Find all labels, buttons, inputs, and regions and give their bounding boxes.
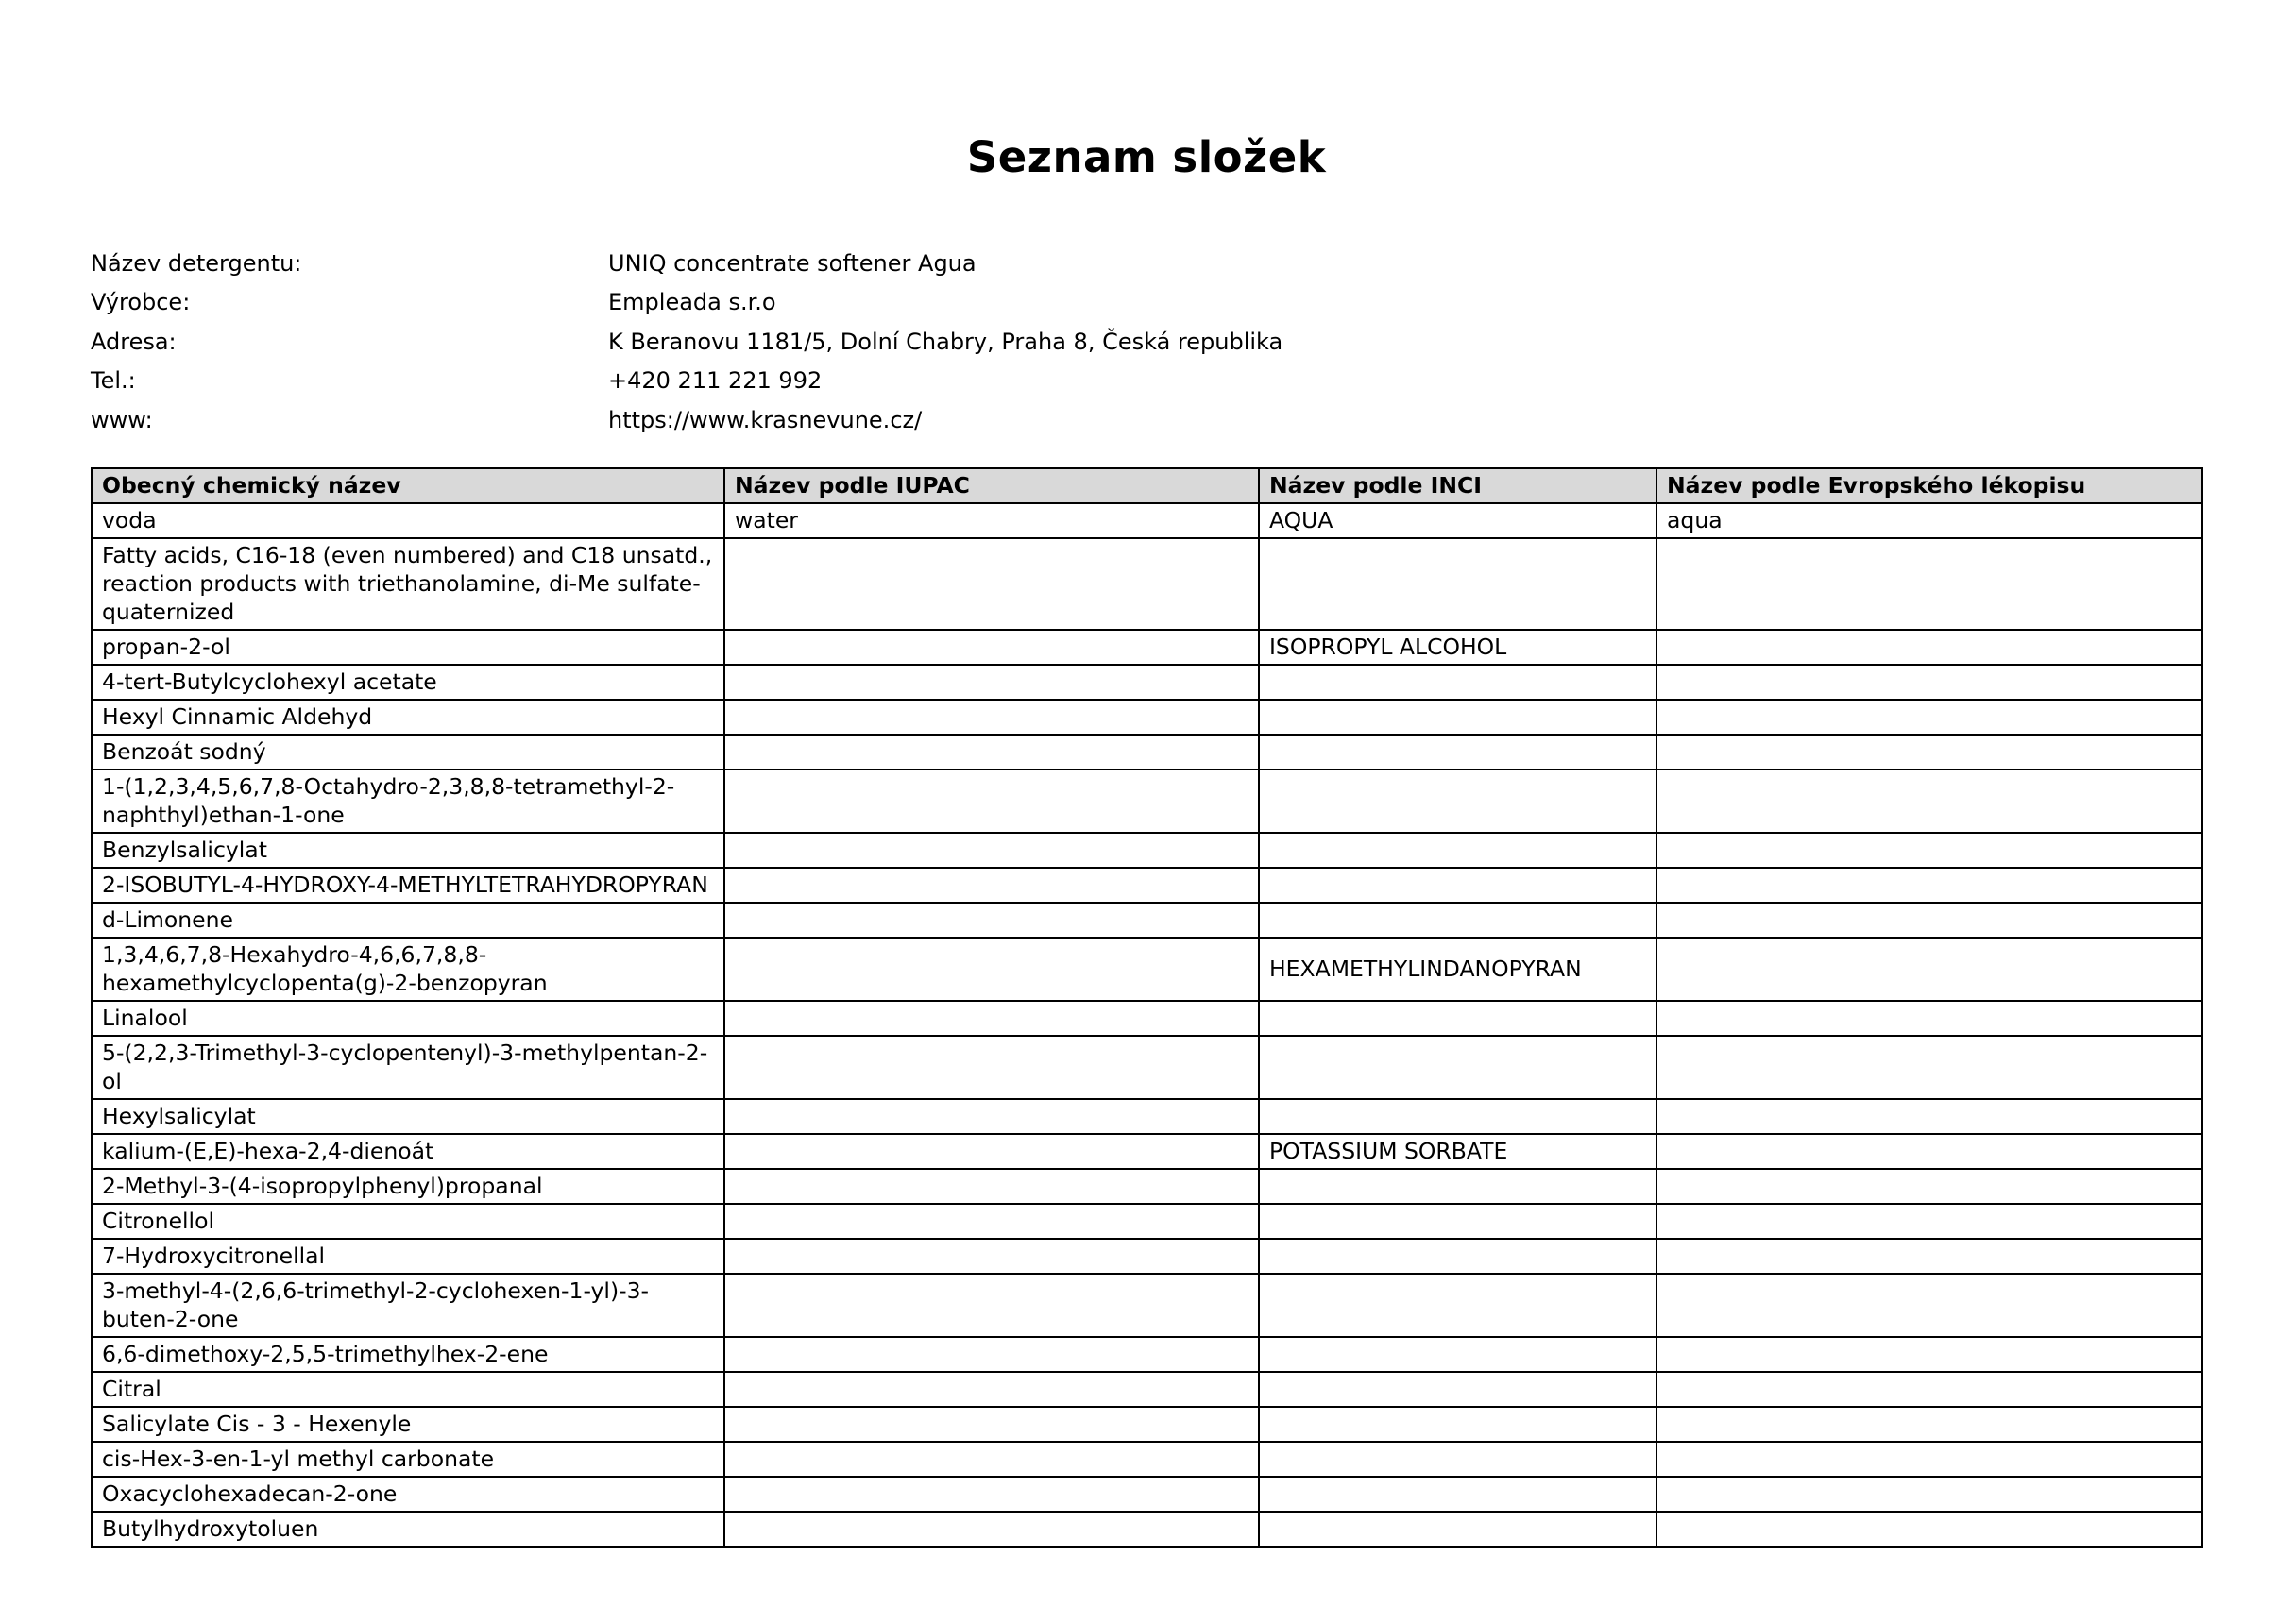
table-row (92, 833, 2202, 868)
table-row (92, 938, 2202, 1001)
cell-iupac-name (724, 1239, 1259, 1274)
cell-common-name: kalium-(E,E)-hexa-2,4-dienoát (92, 1134, 724, 1169)
cell-ph-eur-name (1656, 1337, 2202, 1372)
cell-inci-name (1259, 1372, 1656, 1407)
cell-iupac-name (724, 700, 1259, 735)
cell-common-name: cis-Hex-3-en-1-yl methyl carbonate (92, 1442, 724, 1477)
cell-ph-eur-name (1656, 903, 2202, 938)
cell-inci-name (1259, 868, 1656, 903)
cell-common-name: Linalool (92, 1001, 724, 1036)
info-value: K Beranovu 1181/5, Dolní Chabry, Praha 8, Česká republika (608, 328, 1283, 355)
cell-inci-name: HEXAMETHYLINDANOPYRAN (1259, 938, 1656, 1001)
table-row (92, 1337, 2202, 1372)
table-header-row (92, 468, 2202, 503)
cell-inci-name (1259, 1169, 1656, 1204)
table-row (92, 630, 2202, 665)
cell-common-name: Citronellol (92, 1204, 724, 1239)
header-ph-eur-name: Název podle Evropského lékopisu (1656, 468, 2202, 503)
cell-iupac-name (724, 770, 1259, 833)
info-row-website (91, 400, 1282, 440)
table-row (92, 1239, 2202, 1274)
cell-inci-name (1259, 538, 1656, 630)
cell-ph-eur-name (1656, 1204, 2202, 1239)
table-row (92, 903, 2202, 938)
cell-ph-eur-name (1656, 1407, 2202, 1442)
info-value: Empleada s.r.o (608, 289, 776, 316)
cell-inci-name (1259, 1442, 1656, 1477)
cell-common-name: Hexylsalicylat (92, 1099, 724, 1134)
cell-iupac-name (724, 1274, 1259, 1337)
info-row-phone (91, 362, 1282, 401)
cell-inci-name (1259, 1337, 1656, 1372)
cell-inci-name (1259, 665, 1656, 700)
table-row (92, 1001, 2202, 1036)
table-row (92, 1134, 2202, 1169)
cell-common-name: 6,6-dimethoxy-2,5,5-trimethylhex-2-ene (92, 1337, 724, 1372)
cell-inci-name (1259, 1099, 1656, 1134)
cell-inci-name (1259, 1036, 1656, 1099)
cell-ph-eur-name (1656, 868, 2202, 903)
cell-common-name: voda (92, 503, 724, 538)
cell-inci-name (1259, 1477, 1656, 1512)
ingredients-table (91, 467, 2203, 1548)
cell-iupac-name: water (724, 503, 1259, 538)
product-info (91, 244, 1282, 440)
info-label: Název detergentu: (91, 249, 302, 277)
cell-ph-eur-name (1656, 538, 2202, 630)
cell-iupac-name (724, 903, 1259, 938)
cell-inci-name: POTASSIUM SORBATE (1259, 1134, 1656, 1169)
cell-common-name: Oxacyclohexadecan-2-one (92, 1477, 724, 1512)
cell-inci-name (1259, 1204, 1656, 1239)
info-label: www: (91, 406, 153, 433)
table-row (92, 1407, 2202, 1442)
table-row (92, 665, 2202, 700)
table-row (92, 1099, 2202, 1134)
cell-inci-name (1259, 1001, 1656, 1036)
table-row (92, 503, 2202, 538)
cell-common-name: Benzylsalicylat (92, 833, 724, 868)
cell-common-name: 2-ISOBUTYL-4-HYDROXY-4-METHYLTETRAHYDROPYRAN (92, 868, 724, 903)
table-body (92, 503, 2202, 1547)
cell-ph-eur-name (1656, 1036, 2202, 1099)
cell-common-name: Salicylate Cis - 3 - Hexenyle (92, 1407, 724, 1442)
table-row (92, 1512, 2202, 1547)
cell-common-name: 1-(1,2,3,4,5,6,7,8-Octahydro-2,3,8,8-tetramethyl-2-naphthyl)ethan-1-one (92, 770, 724, 833)
cell-common-name: 7-Hydroxycitronellal (92, 1239, 724, 1274)
table-row (92, 868, 2202, 903)
cell-iupac-name (724, 1372, 1259, 1407)
cell-iupac-name (724, 1477, 1259, 1512)
cell-common-name: Citral (92, 1372, 724, 1407)
cell-common-name: 4-tert-Butylcyclohexyl acetate (92, 665, 724, 700)
cell-ph-eur-name (1656, 770, 2202, 833)
table-row (92, 1204, 2202, 1239)
table-row (92, 538, 2202, 630)
cell-iupac-name (724, 1512, 1259, 1547)
cell-common-name: 5-(2,2,3-Trimethyl-3-cyclopentenyl)-3-methylpentan-2-ol (92, 1036, 724, 1099)
cell-iupac-name (724, 1337, 1259, 1372)
cell-iupac-name (724, 938, 1259, 1001)
cell-iupac-name (724, 538, 1259, 630)
info-label: Adresa: (91, 328, 177, 355)
cell-ph-eur-name (1656, 1477, 2202, 1512)
cell-ph-eur-name (1656, 1512, 2202, 1547)
cell-common-name: propan-2-ol (92, 630, 724, 665)
header-common-name: Obecný chemický název (92, 468, 724, 503)
cell-inci-name (1259, 903, 1656, 938)
cell-iupac-name (724, 1442, 1259, 1477)
table-row (92, 770, 2202, 833)
cell-iupac-name (724, 1169, 1259, 1204)
cell-inci-name (1259, 1407, 1656, 1442)
cell-ph-eur-name (1656, 1099, 2202, 1134)
cell-ph-eur-name (1656, 700, 2202, 735)
info-row-manufacturer (91, 283, 1282, 323)
cell-common-name: 2-Methyl-3-(4-isopropylphenyl)propanal (92, 1169, 724, 1204)
cell-common-name: Fatty acids, C16-18 (even numbered) and C18 unsatd., reaction products with triethanolamine, di-Me sulfate-quaternized (92, 538, 724, 630)
cell-inci-name (1259, 833, 1656, 868)
info-value: https://www.krasnevune.cz/ (608, 406, 923, 433)
cell-ph-eur-name (1656, 735, 2202, 770)
cell-iupac-name (724, 1001, 1259, 1036)
cell-inci-name: ISOPROPYL ALCOHOL (1259, 630, 1656, 665)
table-row (92, 1477, 2202, 1512)
header-inci-name: Název podle INCI (1259, 468, 1656, 503)
cell-iupac-name (724, 1134, 1259, 1169)
info-value: +420 211 221 992 (608, 367, 823, 395)
cell-ph-eur-name (1656, 1442, 2202, 1477)
table-row (92, 1036, 2202, 1099)
cell-iupac-name (724, 1204, 1259, 1239)
cell-iupac-name (724, 630, 1259, 665)
page-title: Seznam složek (966, 132, 1327, 182)
cell-iupac-name (724, 833, 1259, 868)
cell-common-name: Butylhydroxytoluen (92, 1512, 724, 1547)
table-row (92, 1169, 2202, 1204)
cell-iupac-name (724, 665, 1259, 700)
table-row (92, 1372, 2202, 1407)
cell-inci-name (1259, 1274, 1656, 1337)
cell-ph-eur-name: aqua (1656, 503, 2202, 538)
cell-iupac-name (724, 1407, 1259, 1442)
cell-ph-eur-name (1656, 833, 2202, 868)
info-label: Tel.: (91, 367, 136, 395)
cell-ph-eur-name (1656, 1134, 2202, 1169)
info-row-address (91, 322, 1282, 362)
cell-common-name: d-Limonene (92, 903, 724, 938)
cell-iupac-name (724, 735, 1259, 770)
cell-common-name: 3-methyl-4-(2,6,6-trimethyl-2-cyclohexen-1-yl)-3-buten-2-one (92, 1274, 724, 1337)
info-row-detergent-name (91, 244, 1282, 283)
info-value: UNIQ concentrate softener Agua (608, 249, 977, 277)
cell-iupac-name (724, 1099, 1259, 1134)
cell-iupac-name (724, 868, 1259, 903)
cell-inci-name: AQUA (1259, 503, 1656, 538)
info-label: Výrobce: (91, 289, 191, 316)
cell-common-name: Hexyl Cinnamic Aldehyd (92, 700, 724, 735)
cell-ph-eur-name (1656, 1169, 2202, 1204)
cell-ph-eur-name (1656, 1239, 2202, 1274)
table-row (92, 1442, 2202, 1477)
cell-inci-name (1259, 700, 1656, 735)
cell-inci-name (1259, 1239, 1656, 1274)
cell-ph-eur-name (1656, 938, 2202, 1001)
cell-common-name: Benzoát sodný (92, 735, 724, 770)
cell-ph-eur-name (1656, 665, 2202, 700)
table-row (92, 1274, 2202, 1337)
cell-iupac-name (724, 1036, 1259, 1099)
cell-common-name: 1,3,4,6,7,8-Hexahydro-4,6,6,7,8,8-hexamethylcyclopenta(g)-2-benzopyran (92, 938, 724, 1001)
cell-ph-eur-name (1656, 1372, 2202, 1407)
table-row (92, 700, 2202, 735)
cell-ph-eur-name (1656, 1001, 2202, 1036)
cell-inci-name (1259, 1512, 1656, 1547)
cell-inci-name (1259, 735, 1656, 770)
cell-ph-eur-name (1656, 630, 2202, 665)
cell-inci-name (1259, 770, 1656, 833)
cell-ph-eur-name (1656, 1274, 2202, 1337)
header-iupac-name: Název podle IUPAC (724, 468, 1259, 503)
table-row (92, 735, 2202, 770)
